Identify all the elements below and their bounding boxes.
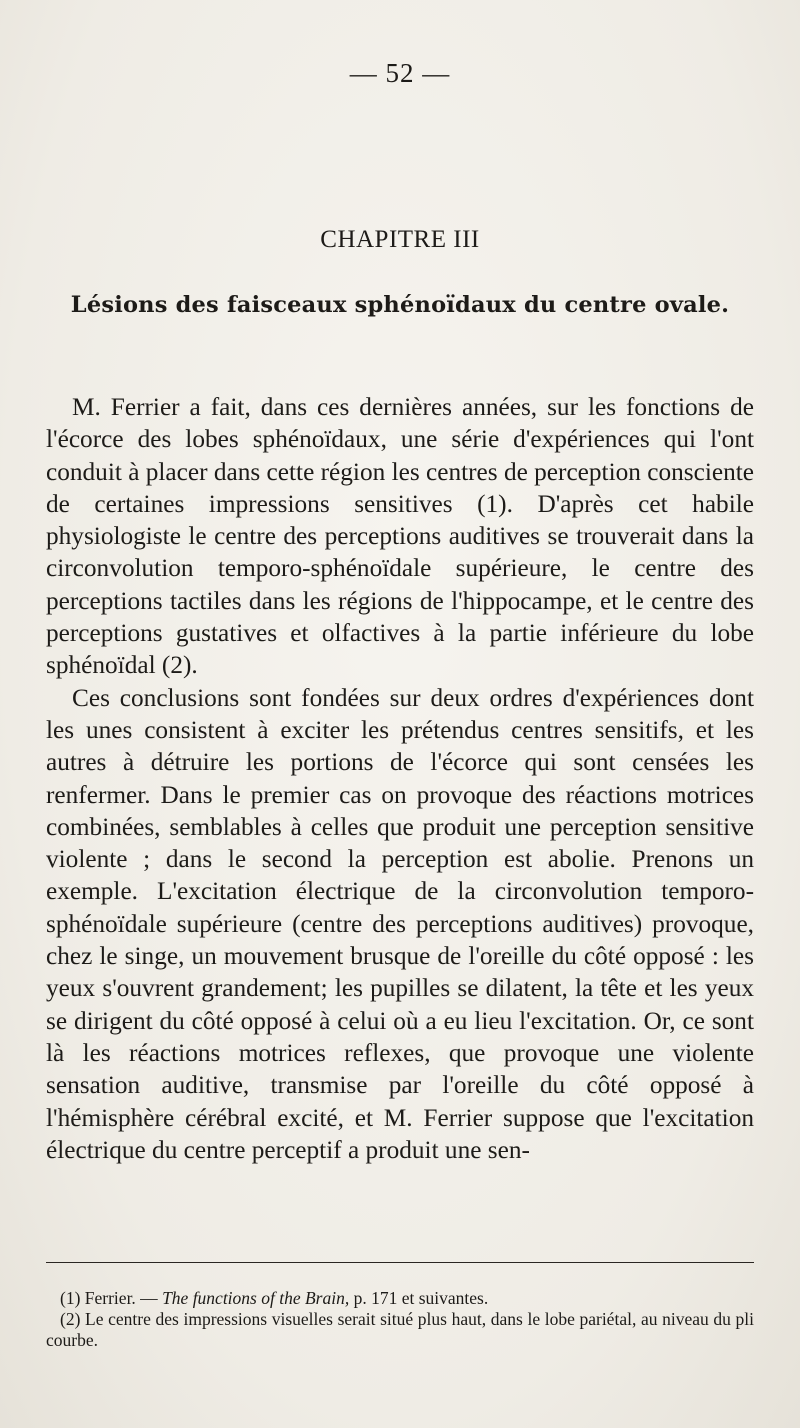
- chapter-heading: CHAPITRE III: [320, 226, 480, 253]
- footnote-1-prefix: (1) Ferrier. —: [60, 1288, 163, 1308]
- page-number: — 52 —: [349, 58, 451, 88]
- footnotes: [46, 1288, 754, 1351]
- footnote-separator: [46, 1262, 754, 1263]
- body-text: [46, 391, 754, 1166]
- footnote-1: [46, 1288, 754, 1309]
- paragraph-1: M. Ferrier a fait, dans ces dernières années, sur les fonctions de l'écorce des lobes sphénoïdaux, une série d'expériences qui l'ont conduit à placer dans cette région les centres de perception consciente de certaines impressions sensitives (1). D'après cet habile physiologiste le centre des perceptions auditives se trouverait dans la circonvolution temporo-sphénoïdale supérieure, le centre des perceptions tactiles dans les régions de l'hippocampe, et le centre des perceptions gustatives et olfactives à la partie inférieure du lobe sphénoïdal (2).: [46, 393, 754, 680]
- footnote-1-suffix: p. 171 et suivantes.: [349, 1288, 489, 1308]
- section-title: Lésions des faisceaux sphénoïdaux du centre ovale.: [70, 292, 730, 318]
- footnote-2: (2) Le centre des impressions visuelles serait situé plus haut, dans le lobe pariétal, au niveau du pli courbe.: [46, 1309, 754, 1350]
- footnote-1-title: The functions of the Brain,: [162, 1288, 350, 1308]
- paragraph-2: Ces conclusions sont fondées sur deux ordres d'expériences dont les unes consistent à exciter les prétendus centres sensitifs, et les autres à détruire les portions de l'écorce qui sont censées les renfermer. Dans le premier cas on provoque des réactions motrices combinées, semblables à celles que produit une perception sensitive violente ; dans le second la perception est abolie. Prenons un exemple. L'excitation électrique de la circonvolution temporo-sphénoïdale supérieure (centre des perceptions auditives) provoque, chez le singe, un mouvement brusque de l'oreille du côté opposé : les yeux s'ouvrent grandement; les pupilles se dilatent, la tête et les yeux se dirigent du côté opposé à celui où a eu lieu l'excitation. Or, ce sont là les réactions motrices reflexes, que provoque une violente sensation auditive, transmise par l'oreille du côté opposé à l'hémisphère cérébral excité, et M. Ferrier suppose que l'excitation électrique du centre perceptif a produit une sen-: [46, 683, 754, 1164]
